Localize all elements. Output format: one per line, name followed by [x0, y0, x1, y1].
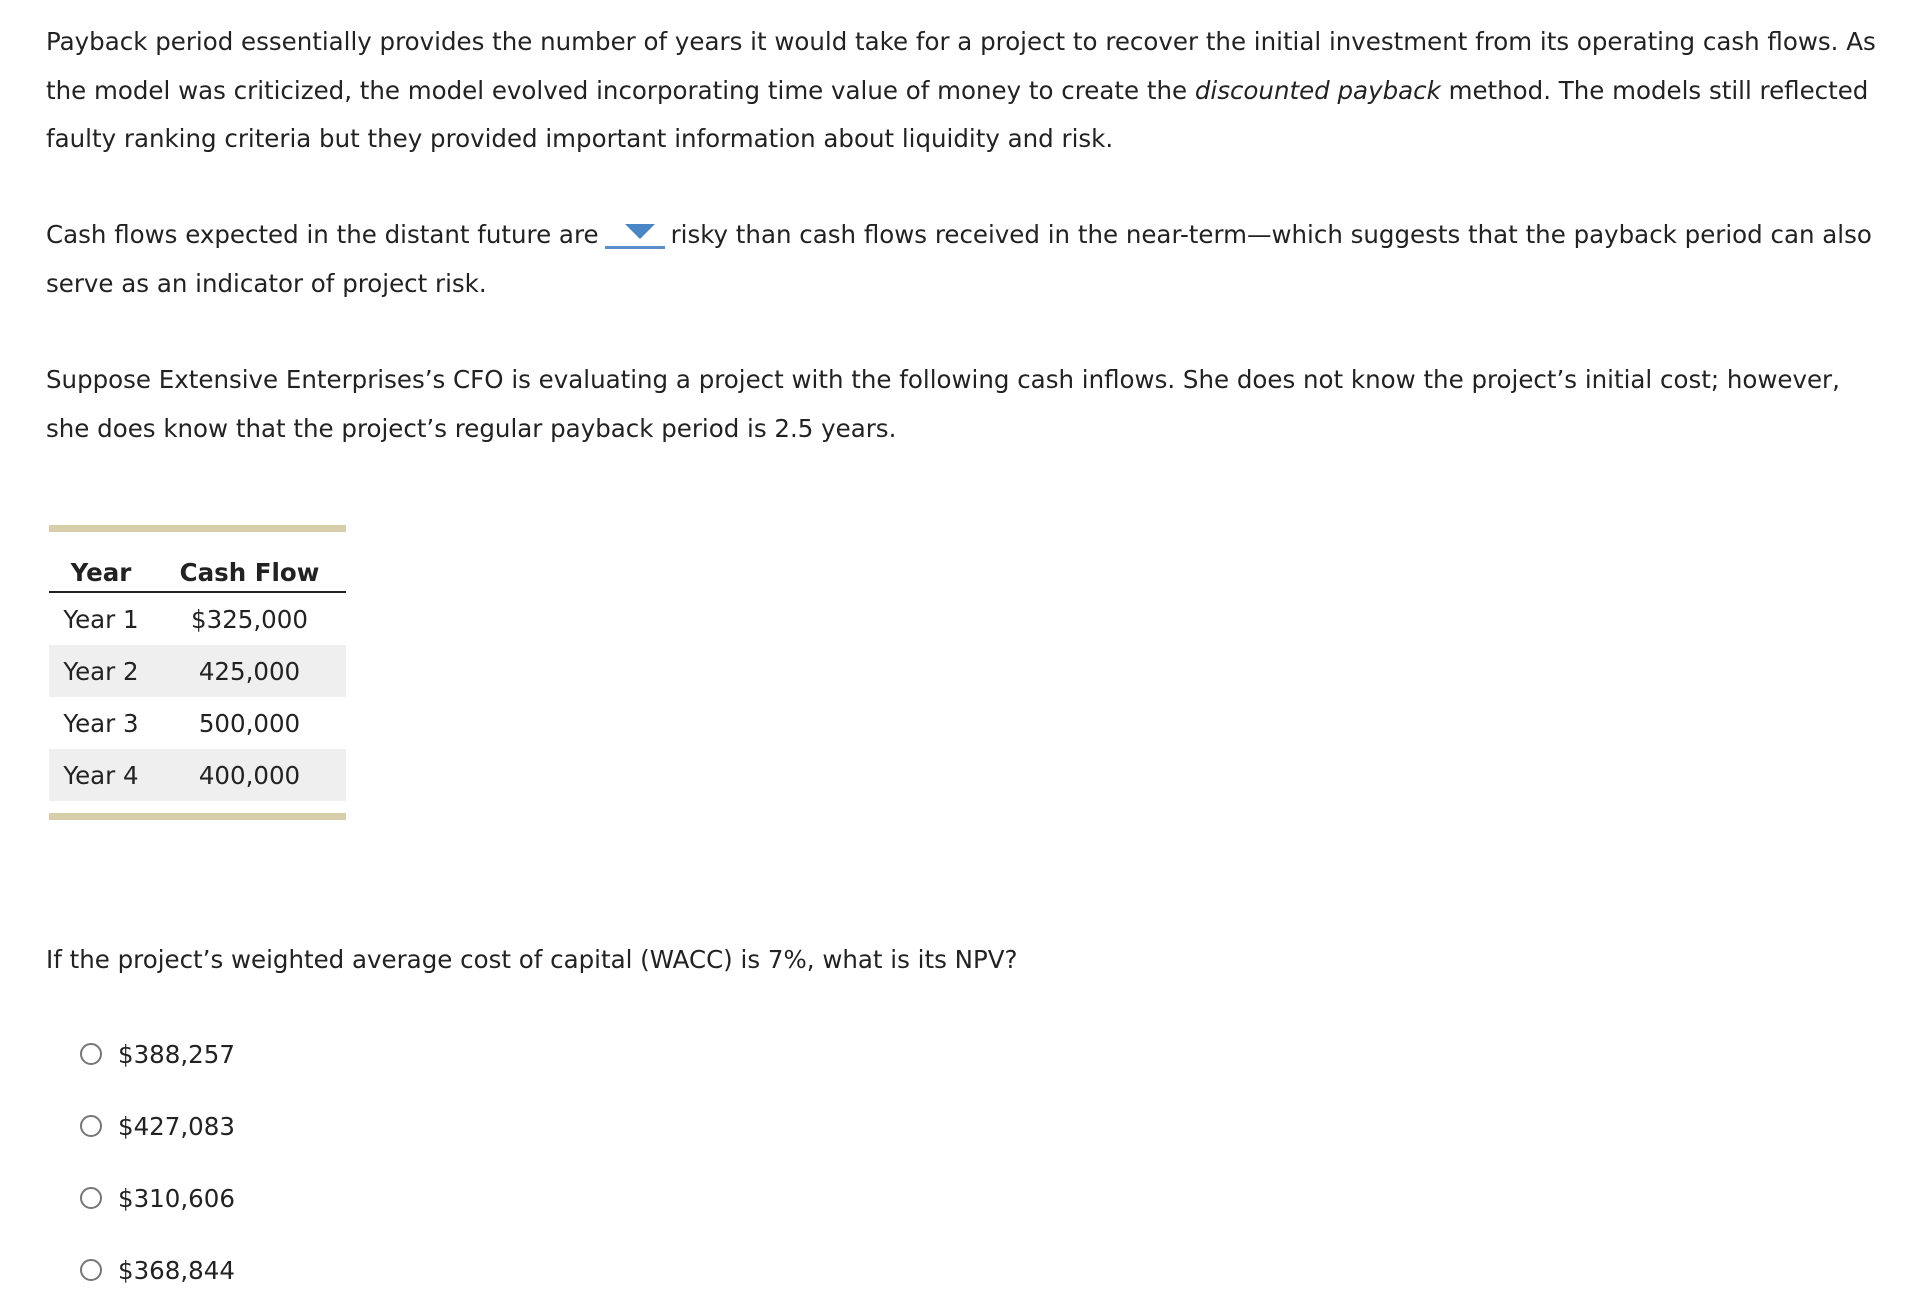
- year-cell: Year 2: [49, 645, 153, 697]
- cash-flow-cell: $325,000: [191, 604, 308, 634]
- intro-paragraph: [46, 18, 1886, 164]
- table-row: [49, 592, 346, 645]
- answer-option[interactable]: [80, 1162, 235, 1234]
- risk-paragraph: [46, 211, 1886, 308]
- radio-button[interactable]: [80, 1259, 102, 1281]
- year-column-header: Year: [49, 553, 153, 592]
- table-row: [49, 645, 346, 697]
- table-row: [49, 697, 346, 749]
- cash-flow-cell: 425,000: [153, 645, 346, 697]
- cash-flow-table-container: [49, 525, 346, 820]
- risk-text-before: Cash flows expected in the distant future are: [46, 220, 599, 249]
- cash-flow-table: [49, 553, 346, 801]
- table-bottom-bar: [49, 813, 346, 820]
- answer-option[interactable]: [80, 1234, 235, 1306]
- year-cell: Year 3: [63, 708, 139, 738]
- answer-option[interactable]: [80, 1018, 235, 1090]
- answer-option-label: $427,083: [118, 1111, 235, 1141]
- answer-options: [80, 1018, 235, 1306]
- cash-flow-cell: 400,000: [153, 749, 346, 801]
- chevron-down-icon: [625, 224, 655, 239]
- radio-button[interactable]: [80, 1115, 102, 1137]
- risk-dropdown[interactable]: [605, 218, 665, 249]
- answer-option[interactable]: [80, 1090, 235, 1162]
- answer-option-label: $368,844: [118, 1255, 235, 1285]
- cash-flow-cell: 500,000: [198, 708, 301, 738]
- intro-text-start: Payback period essentially provides the number of years it would take for a project to recover the initial investment from its operating cash flows. As the model was criticized, the model evolved incorporating time value of money to create the: [46, 27, 1876, 105]
- year-cell: Year 1: [63, 604, 139, 634]
- table-row: [49, 749, 346, 801]
- risk-text-after: risky than cash flows received in the near-term—which suggests that the payback period can also serve as an indicator of project risk.: [46, 220, 1872, 298]
- cash-flow-column-header: Cash Flow: [153, 553, 346, 592]
- answer-option-label: $388,257: [118, 1039, 235, 1069]
- table-header-row: [49, 553, 346, 592]
- answer-option-label: $310,606: [118, 1183, 235, 1213]
- intro-italic-term: discounted payback: [1194, 75, 1441, 105]
- scenario-paragraph: Suppose Extensive Enterprises’s CFO is evaluating a project with the following cash inflows. She does not know the project’s initial cost; however, she does know that the project’s regular payback period is 2.5 years.: [46, 365, 1840, 443]
- radio-button[interactable]: [80, 1043, 102, 1065]
- radio-button[interactable]: [80, 1187, 102, 1209]
- intro-text-end: method. The models still reflected faulty ranking criteria but they provided important information about liquidity and risk.: [46, 75, 1869, 153]
- npv-question: If the project’s weighted average cost of capital (WACC) is 7%, what is its NPV?: [46, 945, 1018, 974]
- table-top-bar: [49, 525, 346, 532]
- year-cell: Year 4: [49, 749, 153, 801]
